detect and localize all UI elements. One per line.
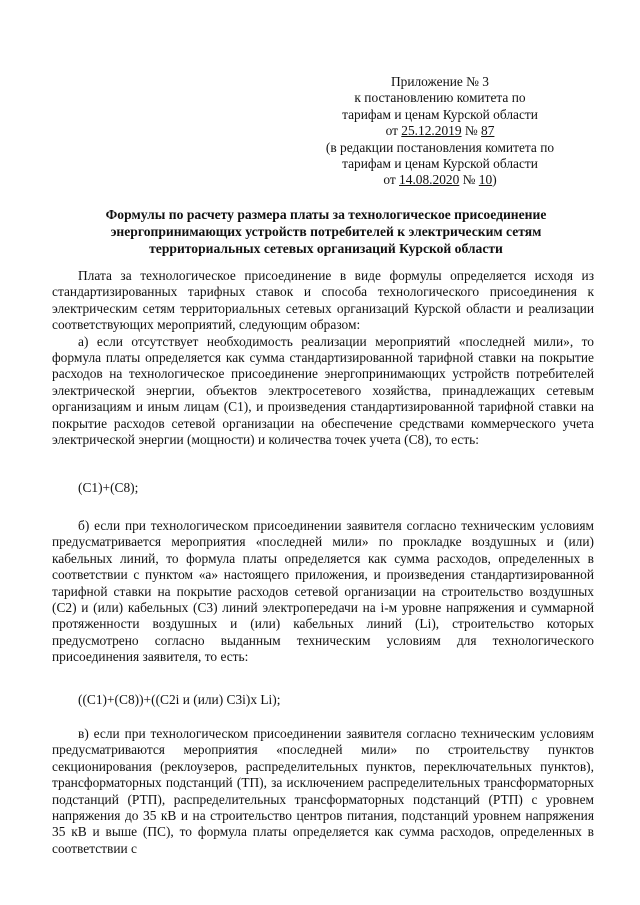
revision-line-1: (в редакции постановления комитета по (325, 139, 555, 155)
revision-close: ) (492, 172, 497, 188)
intro-section (52, 268, 594, 448)
appendix-line-2: к постановлению комитета по (354, 90, 526, 106)
revision-line-2: тарифам и ценам Курской области (342, 156, 538, 172)
item-c-section (52, 726, 594, 857)
appendix-line-3: тарифам и ценам Курской области (342, 106, 538, 122)
formula-a: (C1)+(C8); (78, 480, 139, 495)
intro-paragraph: Плата за технологическое присоединение в виде формулы определяется исходя из стандартизированных тарифных ставок и способа технологического присоединения к электрическим сетям территориальных сетевых организаций Курской области и реализации соответствующих мероприятий, следующим образом: (52, 268, 594, 333)
order-prefix: от (385, 123, 402, 139)
item-b-paragraph: б) если при технологическом присоединении заявителя согласно техническим условиям предусматривается мероприятия «последней мили» по прокладке воздушных и (или) кабельных линий, то формула платы определяется как сумма расходов, определенных в соответствии с пунктом «а» настоящего приложения, и произведения стандартизированной тарифной ставки на покрытие расходов сетевой организации на строительство воздушных (С2) и (или) кабельных (С3) линий электропередачи на i-м уровне напряжения и суммарной протяженности воздушных и (или) кабельных линий (Li), строительство которых предусмотрено согласно выданным техническим условиям для технологического присоединения заявителя, то есть: (52, 518, 594, 665)
item-c-paragraph: в) если при технологическом присоединении заявителя согласно техническим условиям предусматриваются мероприятия «последней мили» по строительству пунктов секционирования (реклоузеров, распределительных пунктов, переключательных пунктов), трансформаторных подстанций (ТП), за исключением распределительных трансформаторных подстанций (РТП), распределительных трансформаторных подстанций (РТП) с уровнем напряжения до 35 кВ и на строительство центров питания, подстанций уровнем напряжения 35 кВ и выше (ПС), то формула платы определяется как сумма расходов, определенных в соответствии с (52, 726, 594, 856)
order-date: 25.12.2019 (401, 123, 462, 139)
order-reference (300, 123, 580, 139)
item-a-paragraph: а) если отсутствует необходимость реализации мероприятий «последней мили», то формула платы определяется как сумма стандартизированной тарифной ставки на покрытие расходов на технологическое присоединение энергопринимающих устройств потребителей электрической энергии, объектов электросетевого хозяйства, принадлежащих сетевым организациям и иным лицам (С1), и произведения стандартизированной тарифной ставки на покрытие расходов сетевой организации на обеспечение средствами коммерческого учета электрической энергии (мощности) и количества точек учета (С8), то есть: (52, 333, 594, 448)
revision-number: 10 (478, 172, 493, 188)
document-title (62, 206, 590, 257)
item-b-section (52, 518, 594, 666)
formula-b: ((C1)+(C8))+((C2i и (или) C3i)x Li); (78, 692, 281, 707)
revision-number-sign: № (459, 172, 479, 188)
order-number-sign: № (461, 123, 482, 139)
appendix-header (300, 74, 580, 189)
order-number: 87 (481, 123, 495, 139)
revision-reference (300, 172, 580, 188)
revision-date: 14.08.2020 (399, 172, 460, 188)
appendix-title: Приложение № 3 (390, 74, 490, 89)
title-line-1: Формулы по расчету размера платы за технологическое присоединение (105, 207, 547, 222)
revision-prefix: от (383, 172, 400, 188)
title-line-2: энергопринимающих устройств потребителей к электрическим сетям (110, 224, 542, 239)
title-line-3: территориальных сетевых организаций Курской области (149, 241, 503, 256)
